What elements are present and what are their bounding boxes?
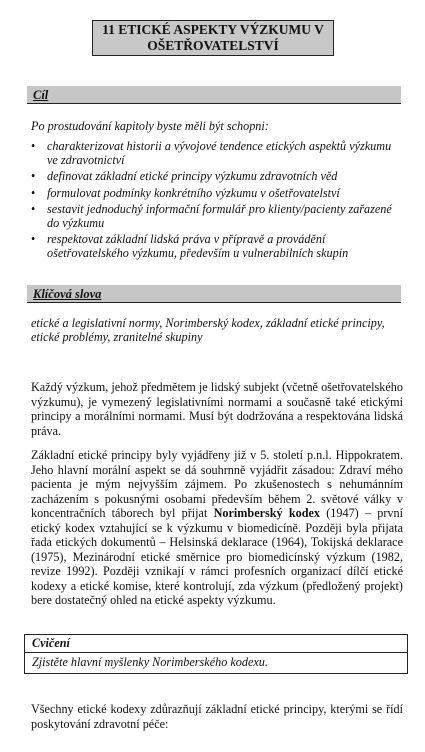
paragraph-history-start: Základní etické principy byly vyjádřeny již v 5. století p.n.l. Hippokratem. Jeho hlavní morální aspekt se dá souhrnně vyjádřit zásadou: Zdraví mého pacienta je mým nejvyšším zájmem. Po zkušenostech s nehumánním zacházením s pokusnými osobami především během 2. světové války v koncentračních táborech byl přijat [31, 448, 403, 520]
goal-intro: Po prostudování kapitoly byste měli být schopni: [31, 119, 269, 133]
keywords-heading-text: Klíčová slova [33, 287, 102, 301]
exercise-box [24, 634, 408, 674]
keywords-heading [27, 285, 401, 303]
goal-item: • respektovat základní lidská práva v přípravě a provádění ošetřovatelského výzkumu, především u vulnerabilních skupin [31, 232, 403, 260]
chapter-title-line1: 11 ETICKÉ ASPEKTY VÝZKUMU V [102, 22, 324, 37]
exercise-text: Zjistěte hlavní myšlenky Norimberského kodexu. [32, 655, 268, 669]
goal-heading-text: Cíl [33, 88, 49, 102]
exercise-heading: Cvičení [32, 636, 70, 650]
paragraph-intro: Každý výzkum, jehož předmětem je lidský subjekt (včetně ošetřovatelského výzkumu), je vymezený legislativními normami a současně také etickými principy a morálními normami. Musí být dodržována a respektována lidská práva. [31, 380, 403, 438]
goal-item: • definovat základní etické principy výzkumu zdravotních věd [31, 169, 403, 183]
goal-list [31, 139, 403, 263]
paragraph-history [31, 448, 403, 608]
paragraph-principles: Všechny etické kodexy zdůrazňují základní etické principy, kterými se řídí poskytování zdravotní péče: [31, 702, 403, 731]
paragraph-history-end: (1947) – první etický kodex vztahující se k výzkumu v biomedicíně. Později byla přijata řada etických dokumentů – Helsinská deklarace (1964), Tokijská deklarace (1975), Mezinárodní etické směrnice pro biomedicínský výzkum (1982, revize 1992). Později vznikají v rámci profesních organizací dílčí etické kodexy a etické komise, které kontrolují, zda výzkum (předložený projekt) bere dostatečný ohled na etické aspekty výzkumu. [31, 506, 403, 607]
keywords-text: etické a legislativní normy, Norimberský kodex, základní etické principy, etické problémy, zranitelné skupiny [31, 316, 385, 345]
goal-item: • formulovat podmínky konkrétního výzkumu v ošetřovatelství [31, 186, 403, 200]
chapter-title-line2: OŠETŘOVATELSTVÍ [147, 38, 279, 53]
goal-item: • sestavit jednoduchý informační formulář pro klienty/pacienty zařazené do výzkumu [31, 202, 403, 230]
goal-item: • charakterizovat historii a vývojové tendence etických aspektů výzkumu ve zdravotnictví [31, 139, 403, 167]
goal-heading [27, 86, 401, 104]
chapter-title [92, 20, 334, 56]
nuremberg-code-term: Norimberský kodex [213, 506, 321, 520]
